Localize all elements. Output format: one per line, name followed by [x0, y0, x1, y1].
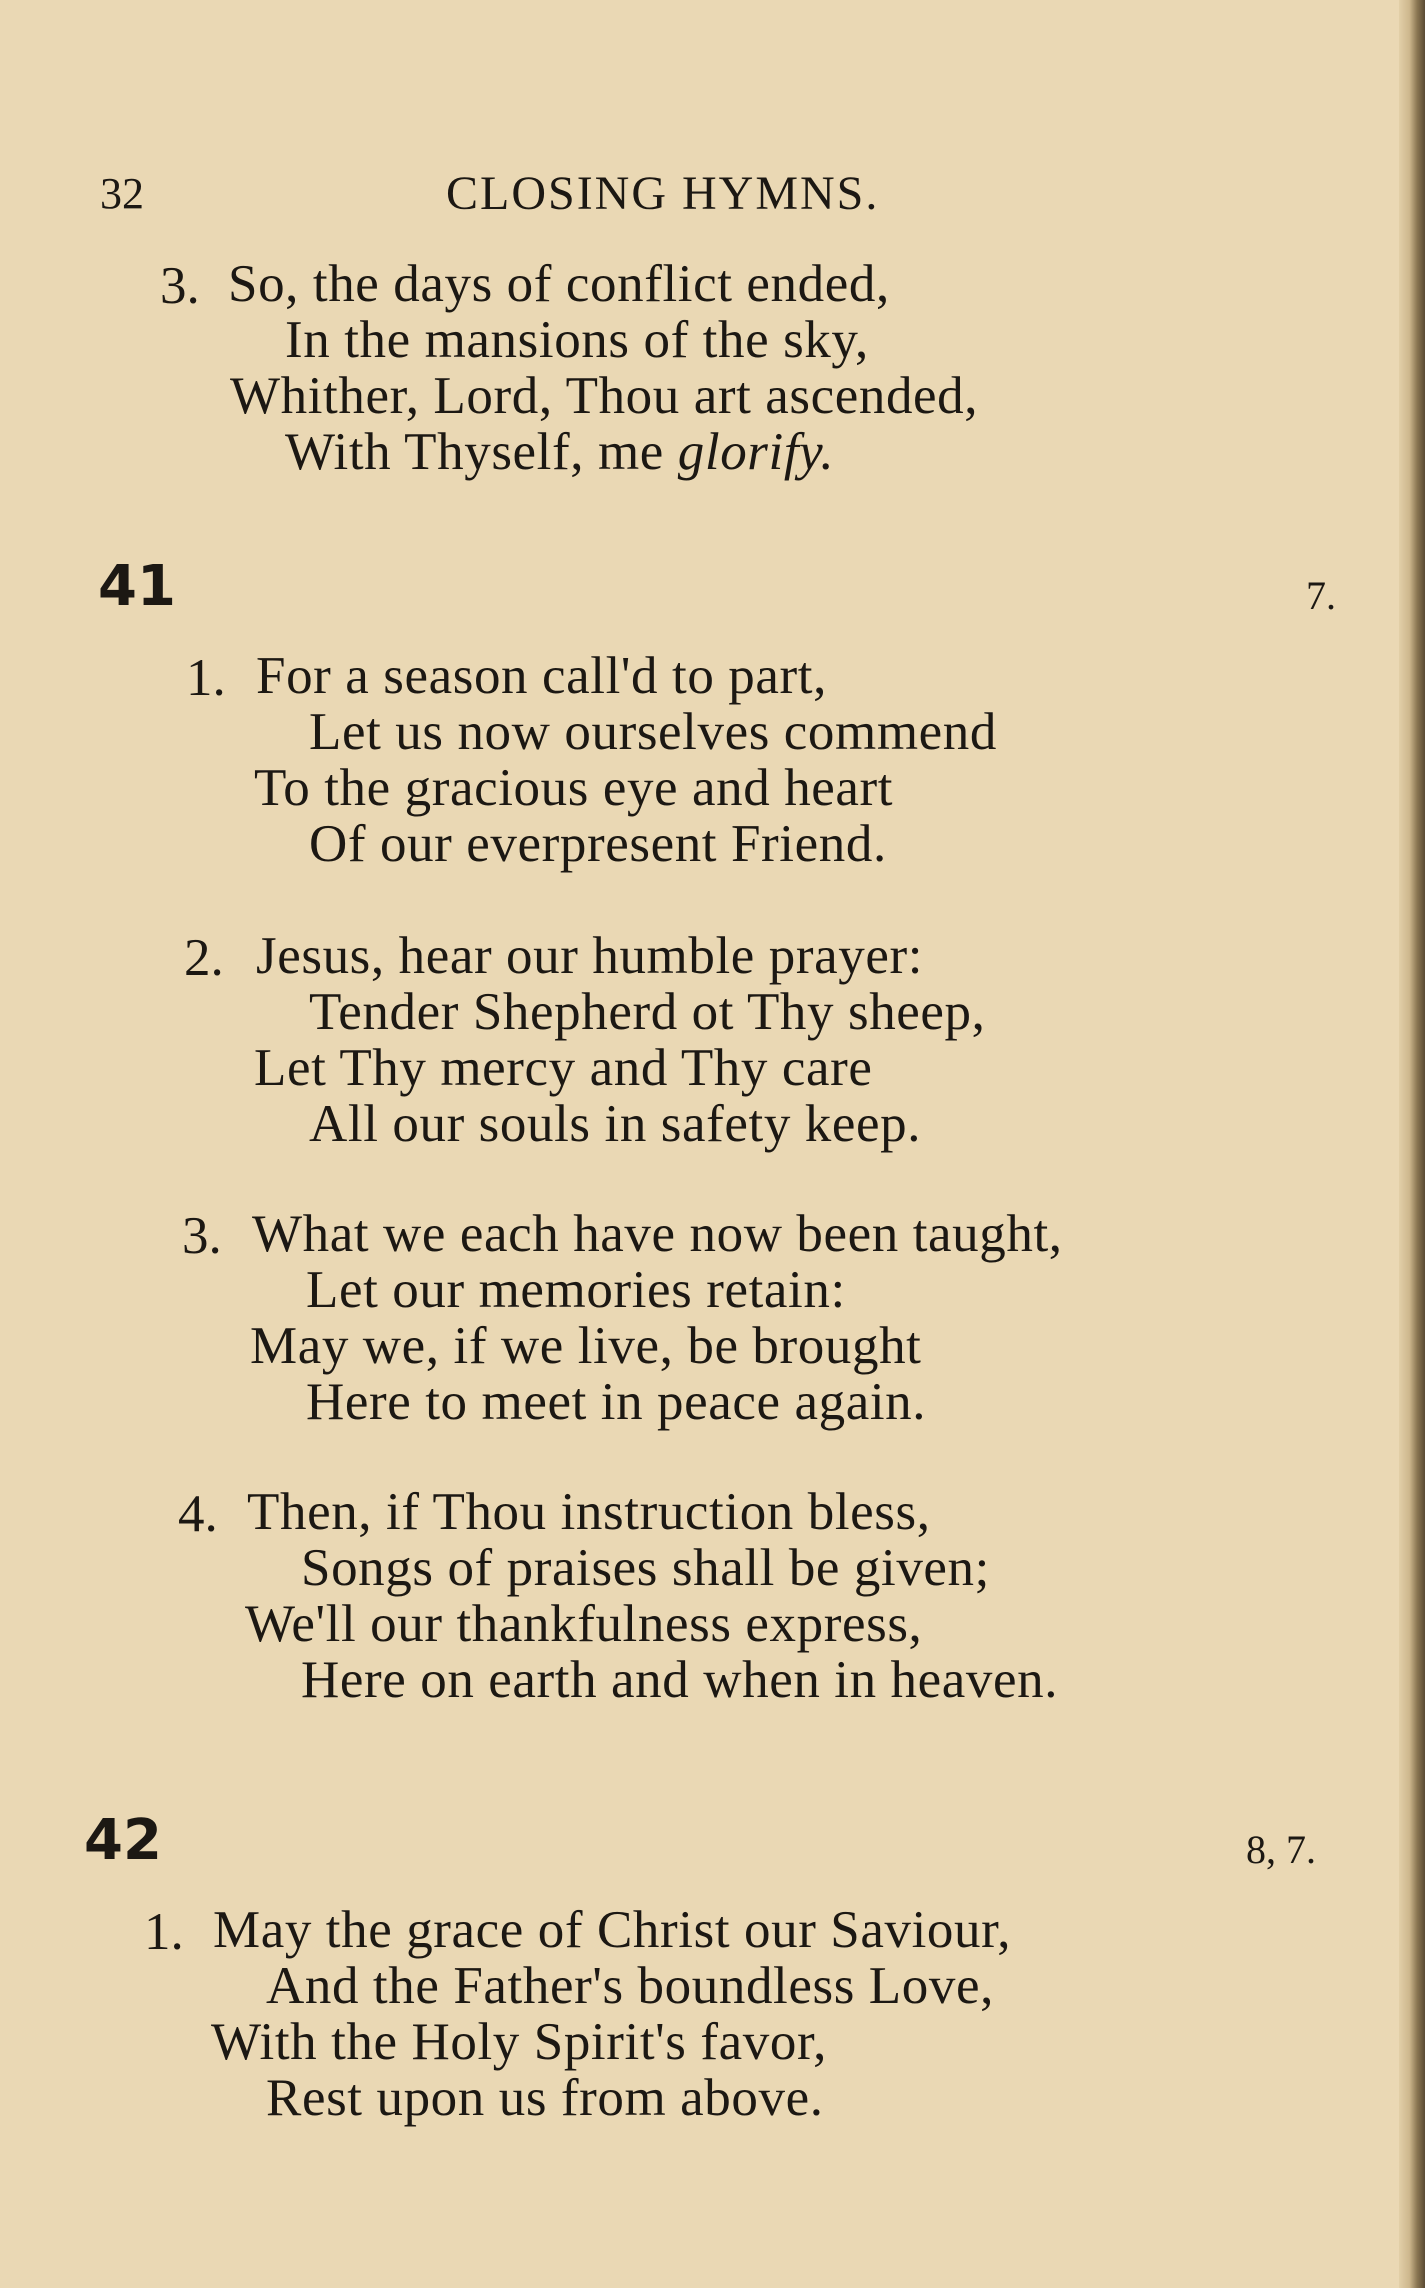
verse-line: Jesus, hear our humble prayer:	[256, 927, 924, 985]
verse-line: May we, if we live, be brought	[250, 1317, 922, 1375]
verse-line: Whither, Lord, Thou art ascended,	[230, 367, 979, 425]
verse-line: With the Holy Spirit's favor,	[211, 2013, 827, 2071]
verse-line: Then, if Thou instruction bless,	[247, 1483, 931, 1541]
italic-word: glorify.	[677, 423, 835, 481]
verse-line: What we each have now been taught,	[252, 1205, 1063, 1263]
verse-line: For a season call'd to part,	[256, 647, 827, 705]
verse-line-text: With Thyself, me	[285, 423, 664, 481]
verse-line: In the mansions of the sky,	[285, 311, 869, 369]
stanza-number: 4.	[178, 1485, 218, 1543]
verse-line: All our souls in safety keep.	[309, 1095, 922, 1153]
verse-line: We'll our thankfulness express,	[245, 1595, 923, 1653]
stanza-number: 1.	[186, 649, 226, 707]
verse-line: Let Thy mercy and Thy care	[254, 1039, 873, 1097]
verse-line: Here to meet in peace again.	[306, 1373, 927, 1431]
hymn-meter: 8, 7.	[1246, 1827, 1316, 1872]
verse-line: Here on earth and when in heaven.	[301, 1651, 1059, 1709]
stanza-number: 2.	[184, 929, 224, 987]
verse-line: Rest upon us from above.	[266, 2069, 824, 2127]
stanza-number: 3.	[160, 257, 200, 315]
page-number: 32	[100, 169, 144, 218]
hymn-meter: 7.	[1306, 573, 1336, 618]
hymn-number: 41	[98, 554, 176, 619]
verse-line: Tender Shepherd ot Thy sheep,	[309, 983, 986, 1041]
page-edge	[1399, 0, 1425, 2288]
verse-line: And the Father's boundless Love,	[266, 1957, 994, 2015]
verse-line: May the grace of Christ our Saviour,	[213, 1901, 1012, 1959]
verse-line: Of our everpresent Friend.	[309, 815, 887, 873]
verse-line: Songs of praises shall be given;	[301, 1539, 990, 1597]
verse-line: Let our memories retain:	[306, 1261, 846, 1319]
verse-line: Let us now ourselves commend	[309, 703, 997, 761]
stanza-number: 1.	[144, 1903, 184, 1961]
running-title: CLOSING HYMNS.	[446, 167, 880, 220]
verse-line: To the gracious eye and heart	[254, 759, 894, 817]
stanza-number: 3.	[182, 1207, 222, 1265]
verse-line	[285, 422, 834, 482]
verse-line: So, the days of conflict ended,	[228, 255, 890, 313]
hymn-number: 42	[84, 1808, 162, 1873]
